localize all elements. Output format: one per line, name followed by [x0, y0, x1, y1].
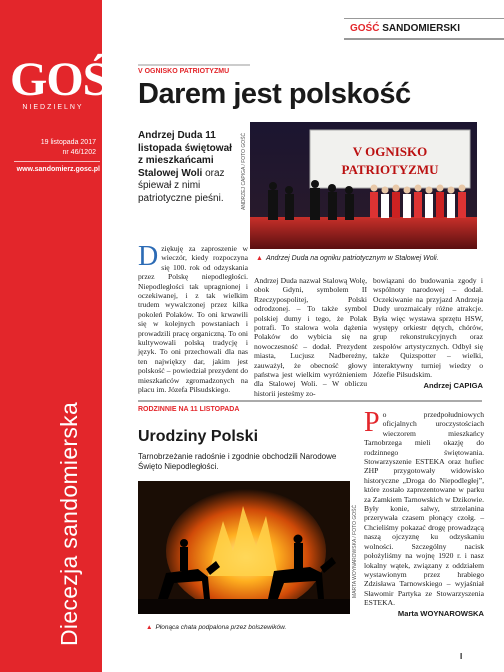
caption2-triangle-icon: ▲ [146, 624, 153, 631]
article1-column-1-text: ziękuję za zaproszenie w wieczór, kiedy rozpoczyna się 100. rok od odzyskania przez Polskę niepodległości. Niepodległości tak upragnionej i oczekiwanej, i z tak wielkim trudem wywalczonej przez kilka pokoleń Polaków. To oni krwawili się w kolejnych powstaniach i prowadzili pracę organiczną. To oni kultywowali polską tradycję i język. To oni przechowali dla nas ten najwiękzy dar, jakim jest polskość – powiedział prezydent do mieszkańców zgromadzonych na placu im. Józefa Piłsudskiego. [138, 244, 248, 395]
logo-text: GOŚĆ [10, 53, 143, 106]
article2-lead: Tarnobrzeżanie radośnie i zgodnie obchodzili Narodowe Święto Niepodległości. [138, 452, 337, 471]
issue-number: nr 46/1202 [62, 149, 96, 156]
article2-dropcap: P [364, 407, 380, 438]
sidebar [0, 0, 143, 672]
issue-date-block [20, 138, 96, 158]
article1-signature: Andrzej CAPIGA [423, 381, 483, 391]
article2-caption [146, 624, 286, 631]
article2-column [364, 407, 484, 618]
site-url: www.sandomierz.gosc.pl [16, 166, 100, 173]
article2-photo [138, 481, 350, 614]
photo-banner-line2: PATRIOTYZMU [341, 162, 439, 177]
sidebar-divider [14, 161, 100, 162]
photo-banner-line1: V OGNISKO [352, 144, 428, 159]
article2-signature: Marta WOYNAROWSKA [397, 608, 484, 618]
article1-column-3 [373, 276, 483, 391]
issue-date: 19 listopada 2017 [40, 139, 96, 146]
caption-triangle-icon: ▲ [256, 255, 263, 262]
rally-photo-illustration [250, 122, 477, 249]
article1-photo-credit: ANDRZEJ CAPIGA / FOTO GOŚĆ [241, 132, 247, 210]
section-divider [138, 400, 482, 402]
article1-dropcap: D [138, 241, 159, 272]
burning-hut-illustration [138, 481, 350, 614]
article2-kicker: RODZINNIE NA 11 LISTOPADA [138, 406, 240, 413]
article1-lead-bold: Andrzej Duda 11 listopada świętował z mieszkańcami Stalowej Woli [138, 130, 232, 179]
article1-title: Darem jest polskość [138, 78, 411, 110]
edition-header [344, 18, 504, 40]
article1-column-2 [254, 276, 367, 398]
edition-prefix: GOŚĆ [350, 23, 380, 34]
article1-column-3-text: bowiązani do budowania zgody i wspólnoty narodowej – dodał. Oczekiwanie na przyjazd Andrzeja Dudy urozmaicały różne atrakcje. Była więc wystawa sprzętu HSW, występy orkiestr dętych, chórów, grup rekonstrukcyjnych oraz zespołów artystycznych. Odbył się także Quizspotter – wielki, interaktywny turniej wiedzy o Józefie Piłsudskim. [373, 276, 483, 380]
article1-photo [250, 122, 477, 249]
article1-lead-rest: oraz śpiewał z nimi patriotyczne pieśni. [138, 167, 225, 204]
masthead-logo [10, 53, 143, 111]
article1-kicker: V OGNISKO PATRIOTYZMU [138, 64, 250, 75]
page-number: I [460, 652, 463, 661]
article1-lead [138, 130, 238, 205]
logo-subtitle: NIEDZIELNY [22, 104, 84, 111]
article1-column-1 [138, 241, 248, 395]
article2-caption-text: Płonąca chata podpalona przez bolszewików. [155, 624, 287, 631]
edition-suffix: SANDOMIERSKI [382, 23, 461, 34]
diocese-title: Diecezja sandomierska [56, 401, 82, 646]
article2-body-text: o przedpołudniowych oficjalnych uroczystościach wieczorem mieszkańcy Tarnobrzega mieli okazję do rodzinnego świętowania. Stowarzyszenie ESTEKA oraz hufiec ZHP przygotowały widowisko historyczne „Droga do Niepodległej”, które zostało zaprezentowane w parku za Zamkiem Tarnowskich w Dzikowie. Były konie, salwy, strzelanina przerywała czasem płonący czołg. – Chcieliśmy pokazać drogę prowadzącą naszą ojczyznę ku odzyskaniu wolności. Szczególny nacisk położyliśmy na wojnę 1920 r. i nasz lokalny wątek, związany z oddziałem wystawionym przez hrabiego Zdzisława Tarnowskiego – wyjaśniał Sławomir Partyka ze Stowarzyszenia ESTEKA. [364, 410, 484, 608]
article2-title: Urodziny Polski [138, 428, 259, 445]
article1-column-2-text: Andrzej Duda nazwał Stalową Wolę, obok Gdyni, symbolem II Rzeczypospolitej, Polski odrodzonej. – To także symbol polskiej dumy i tego, że Polak potrafi. To stalowa wola dążenia Polaków do wybicia się na nowoczesność – dodał. Prezydent miasta, Lucjusz Nadbereżny, zauważył, że obecność głowy państwa jest wielkim wyróżnieniem dla Stalowej Woli. – W obliczu historii jesteśmy zo- [254, 276, 367, 398]
article1-caption [256, 255, 439, 262]
article1-caption-text: Andrzej Duda na ogniku patriotycznym w Stalowej Woli. [265, 255, 439, 262]
article2-photo-credit: MARTA WOYNAROWSKA / FOTO GOŚĆ [352, 504, 358, 598]
